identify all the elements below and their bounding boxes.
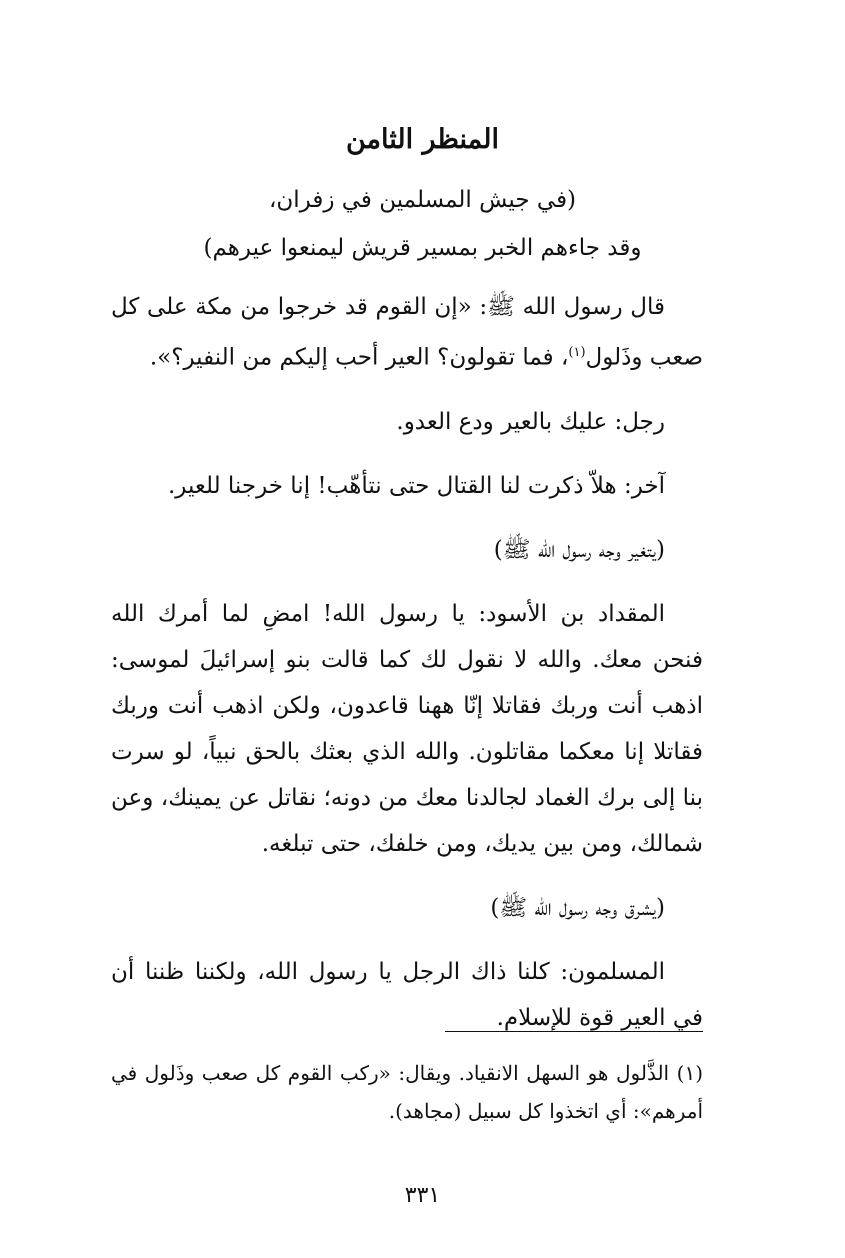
stage-direction: (يشرق وجه رسول الله ﷺ) bbox=[490, 894, 665, 921]
paragraph: آخر: هلاّ ذكرت لنا القتال حتى نتأهّب! إنا خرجنا للعير. bbox=[167, 472, 665, 499]
page-number: ٣٣١ bbox=[404, 1183, 441, 1208]
paragraph-text: ، فما تقولون؟ العير أحب إليكم من النفير؟». bbox=[149, 344, 569, 371]
paragraph: رجل: عليك بالعير ودع العدو. bbox=[396, 408, 665, 435]
footnote-divider bbox=[445, 1031, 703, 1032]
stage-direction: (يتغير وجه رسول الله ﷺ) bbox=[493, 536, 665, 563]
footnote: (١) الذَّلول هو السهل الانقياد. ويقال: «ركب القوم كل صعب وذَلول في أمرهم»: أي اتخذوا كل سبيل (مجاهد). bbox=[111, 1061, 703, 1123]
chapter-title: المنظر الثامن bbox=[345, 124, 500, 155]
body-text bbox=[111, 284, 703, 1041]
subtitle-line: (في جيش المسلمين في زفران، bbox=[268, 187, 577, 213]
subtitle-line: وقد جاءهم الخبر بمسير قريش ليمنعوا عيرهم) bbox=[203, 235, 642, 261]
paragraph: المقداد بن الأسود: يا رسول الله! امضِ لما أمرك الله فنحن معك. والله لا نقول لك كما قالت بنو إسرائيلَ لموسى: اذهب أنت وربك فقاتلا إنّا ههنا قاعدون، ولكن اذهب أنت وربك فقاتلا إنا معكما مقاتلون. والله الذي بعثك بالحق نبياً، لو سرت بنا إلى برك الغماد لجالدنا معك من دونه؛ نقاتل عن يمينك، وعن شمالك، ومن بين يديك، ومن خلفك، حتى تبلغه. bbox=[111, 600, 703, 857]
paragraph: المسلمون: كلنا ذاك الرجل يا رسول الله، ولكننا ظننا أن في العير قوة للإسلام. bbox=[111, 958, 703, 1031]
paragraph-text: قال رسول الله ﷺ: «إن القوم قد خرجوا من مكة على كل صعب وذَلول bbox=[111, 294, 703, 371]
footnotes bbox=[111, 1054, 703, 1130]
chapter-subtitle bbox=[0, 176, 845, 272]
paragraph bbox=[111, 284, 703, 381]
footnote-reference: (١) bbox=[568, 345, 586, 360]
